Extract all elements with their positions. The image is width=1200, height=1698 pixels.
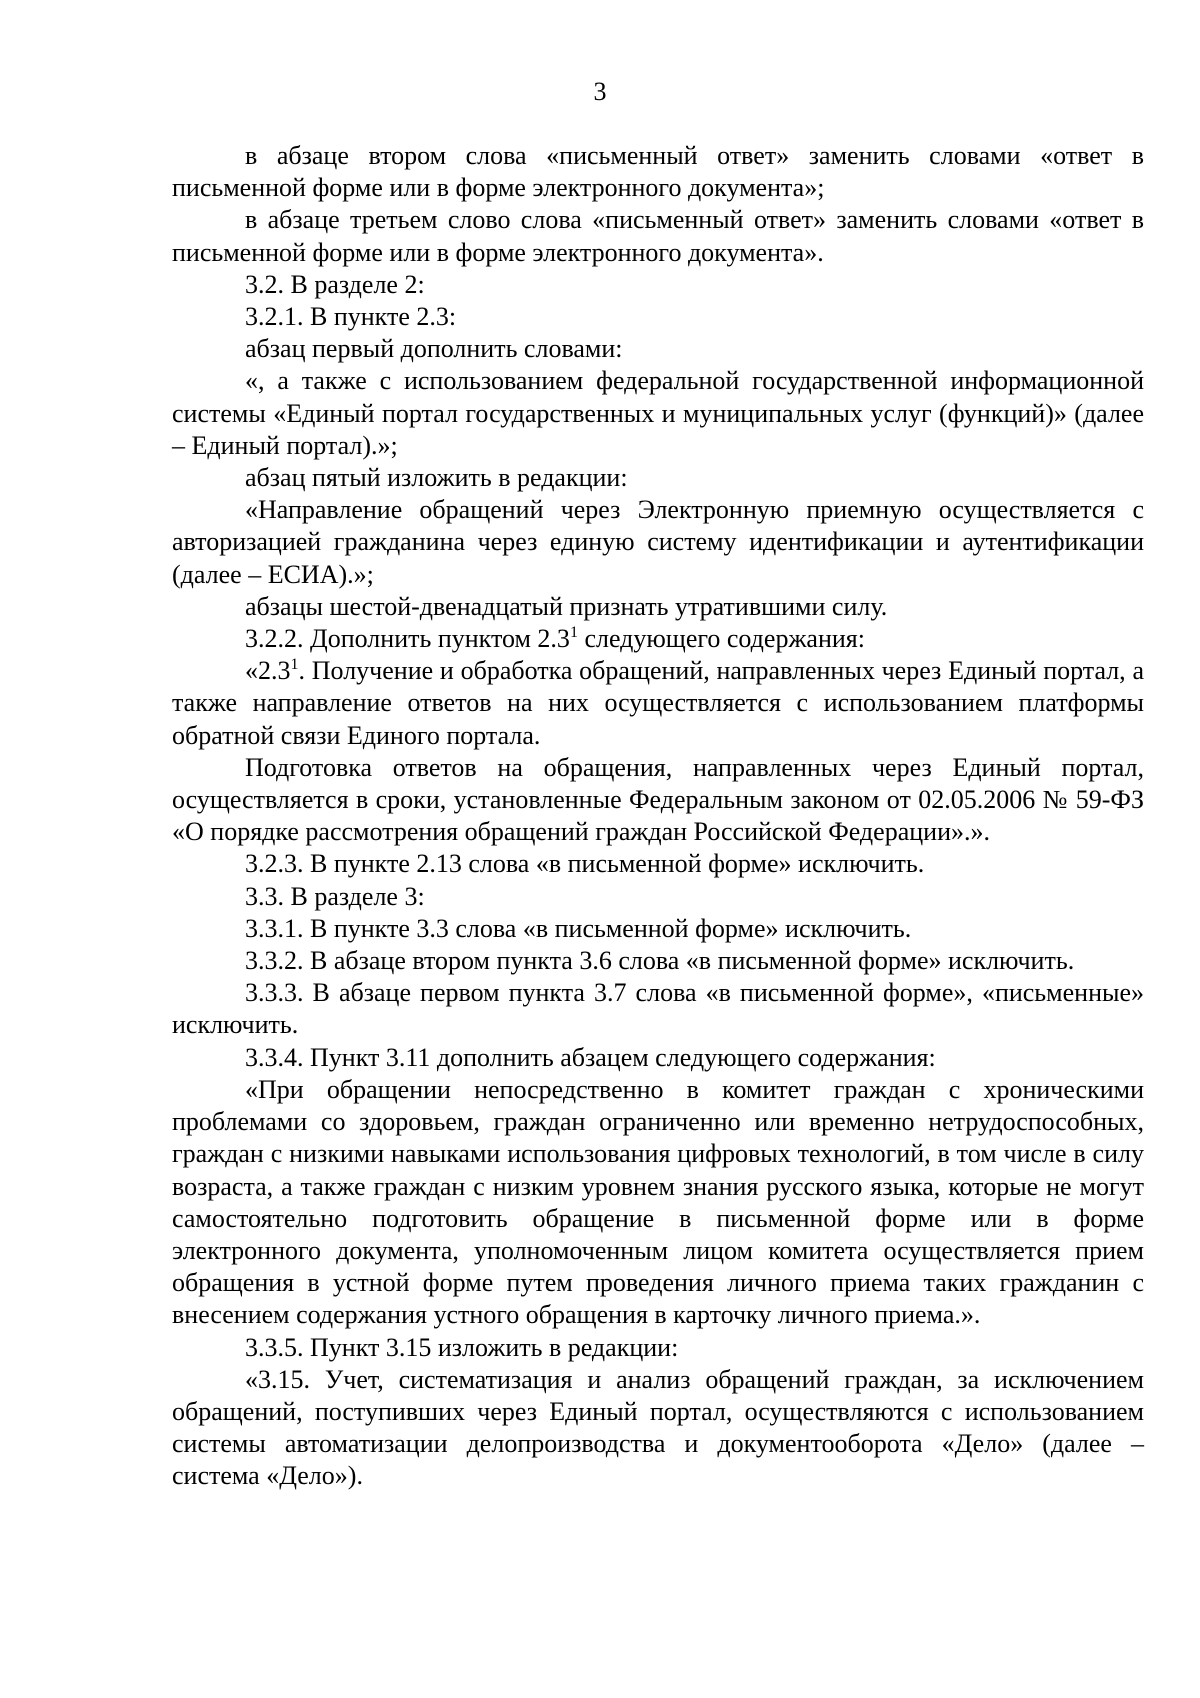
paragraph-13: 3.2.3. В пункте 2.13 слова «в письменной форме» исключить. [245,849,925,879]
paragraph-21: «3.15. Учет, систематизация и анализ обращений граждан, за исключением обращений, поступивших через Единый портал, осуществляются с использованием системы автоматизации делопроизводства и документооборота «Дело» (далее – система «Дело»). [172,1364,1144,1491]
paragraph-3: 3.2. В разделе 2: [245,269,425,299]
paragraph-3-2-2-tail: следующего содержания: [577,624,865,654]
paragraph-7: абзац пятый изложить в редакции: [245,463,628,493]
paragraph-1: в абзаце втором слова «письменный ответ» заменить словами «ответ в письменной форме или в форме электронного документа»; [172,141,1144,203]
paragraph-8: «Направление обращений через Электронную приемную осуществляется с авторизацией гражданина через единую систему идентификации и аутентификации (далее – ЕСИА).»; [172,495,1144,589]
paragraph-4: 3.2.1. В пункте 2.3: [245,302,457,332]
paragraph-15: 3.3.1. В пункте 3.3 слова «в письменной форме» исключить. [245,913,912,943]
paragraph-14: 3.3. В разделе 3: [245,881,425,911]
paragraph-2-3-1 [172,655,1144,752]
paragraph-20: 3.3.5. Пункт 3.15 изложить в редакции: [245,1332,679,1362]
paragraph-18: 3.3.4. Пункт 3.11 дополнить абзацем следующего содержания: [245,1042,936,1072]
superscript: 1 [290,656,299,674]
paragraph-6: «, а также с использованием федеральной государственной информационной системы «Единый портал государственных и муниципальных услуг (функций)» (далее – Единый портал).»; [172,366,1144,460]
document-body [172,140,1144,1493]
page-number: 3 [593,77,607,106]
paragraph-16: 3.3.2. В абзаце втором пункта 3.6 слова «в письменной форме» исключить. [245,946,1075,976]
paragraph-2: в абзаце третьем слово слова «письменный ответ» заменить словами «ответ в письменной форме или в форме электронного документа». [172,205,1144,267]
paragraph-3-2-2 [172,623,1144,655]
paragraph-2-3-1-text: «2.3 [245,656,291,686]
paragraph-12: Подготовка ответов на обращения, направленных через Единый портал, осуществляется в сроки, установленные Федеральным законом от 02.05.2006 № 59-ФЗ «О порядке рассмотрения обращений граждан Российской Федерации».». [172,752,1144,847]
paragraph-17: 3.3.3. В абзаце первом пункта 3.7 слова «в письменной форме», «письменные» исключить. [172,978,1144,1040]
paragraph-3-2-2-text: 3.2.2. Дополнить пунктом 2.3 [245,624,570,654]
paragraph-5: абзац первый дополнить словами: [245,334,623,364]
paragraph-2-3-1-tail: . Получение и обработка обращений, направленных через Единый портал, а также направление ответов на них осуществляется с использованием платформы обратной связи Единого портала. [172,656,1144,750]
superscript: 1 [569,624,578,642]
paragraph-9: абзацы шестой-двенадцатый признать утратившими силу. [245,591,888,621]
paragraph-19: «При обращении непосредственно в комитет граждан с хроническими проблемами со здоровьем, граждан ограниченно или временно нетрудоспособных, граждан с низкими навыками использования цифровых технологий, в том числе в силу возраста, а также граждан с низким уровнем знания русского языка, которые не могут самостоятельно подготовить обращение в письменной форме или в форме электронного документа, уполномоченным лицом комитета осуществляется прием обращения в устной форме путем проведения личного приема таких гражданин с внесением содержания устного обращения в карточку личного приема.». [172,1074,1144,1330]
